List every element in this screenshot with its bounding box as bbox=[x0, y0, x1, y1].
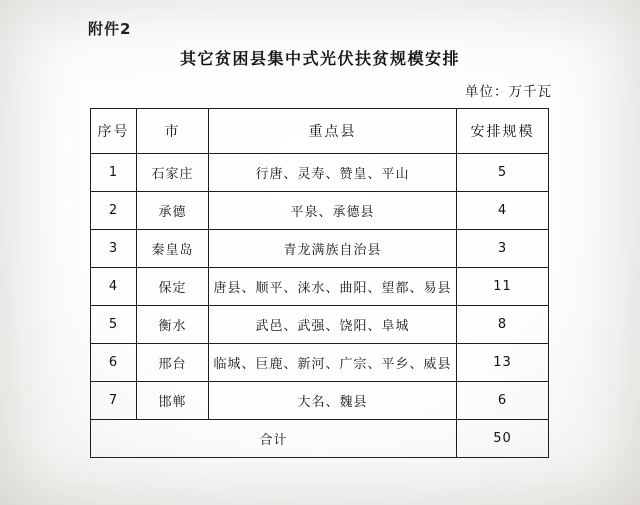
cell-city: 石家庄 bbox=[137, 154, 209, 192]
column-header-city: 市 bbox=[137, 109, 209, 154]
table-row bbox=[91, 382, 549, 420]
cell-counties: 武邑、武强、饶阳、阜城 bbox=[209, 306, 457, 344]
table-row bbox=[91, 230, 549, 268]
cell-counties: 大名、魏县 bbox=[209, 382, 457, 420]
cell-seq: 5 bbox=[91, 306, 137, 344]
cell-scale: 13 bbox=[457, 344, 549, 382]
cell-total-label: 合计 bbox=[91, 420, 457, 458]
cell-counties: 唐县、顺平、涞水、曲阳、望都、易县 bbox=[209, 268, 457, 306]
cell-seq: 4 bbox=[91, 268, 137, 306]
cell-total-value: 50 bbox=[457, 420, 549, 458]
attachment-label: 附件2 bbox=[88, 20, 132, 38]
column-header-seq: 序号 bbox=[91, 109, 137, 154]
cell-scale: 11 bbox=[457, 268, 549, 306]
cell-city: 邯郸 bbox=[137, 382, 209, 420]
schedule-table bbox=[90, 108, 549, 458]
cell-counties: 行唐、灵寿、赞皇、平山 bbox=[209, 154, 457, 192]
cell-scale: 6 bbox=[457, 382, 549, 420]
column-header-counties: 重点县 bbox=[209, 109, 457, 154]
cell-city: 承德 bbox=[137, 192, 209, 230]
cell-city: 保定 bbox=[137, 268, 209, 306]
cell-city: 秦皇岛 bbox=[137, 230, 209, 268]
table-row bbox=[91, 306, 549, 344]
table-row bbox=[91, 192, 549, 230]
table-row bbox=[91, 344, 549, 382]
table-row bbox=[91, 268, 549, 306]
cell-scale: 3 bbox=[457, 230, 549, 268]
column-header-scale: 安排规模 bbox=[457, 109, 549, 154]
cell-scale: 8 bbox=[457, 306, 549, 344]
table-total-row bbox=[91, 420, 549, 458]
cell-counties: 平泉、承德县 bbox=[209, 192, 457, 230]
table-header-row bbox=[91, 109, 549, 154]
page-title: 其它贫困县集中式光伏扶贫规模安排 bbox=[179, 49, 460, 68]
cell-scale: 4 bbox=[457, 192, 549, 230]
cell-counties: 青龙满族自治县 bbox=[209, 230, 457, 268]
cell-seq: 2 bbox=[91, 192, 137, 230]
unit-note: 单位：万千瓦 bbox=[465, 84, 552, 100]
cell-seq: 1 bbox=[91, 154, 137, 192]
cell-seq: 3 bbox=[91, 230, 137, 268]
cell-city: 衡水 bbox=[137, 306, 209, 344]
table-header bbox=[91, 109, 549, 154]
cell-city: 邢台 bbox=[137, 344, 209, 382]
cell-scale: 5 bbox=[457, 154, 549, 192]
table-body bbox=[91, 154, 549, 458]
table-row bbox=[91, 154, 549, 192]
cell-counties: 临城、巨鹿、新河、广宗、平乡、威县 bbox=[209, 344, 457, 382]
cell-seq: 6 bbox=[91, 344, 137, 382]
cell-seq: 7 bbox=[91, 382, 137, 420]
